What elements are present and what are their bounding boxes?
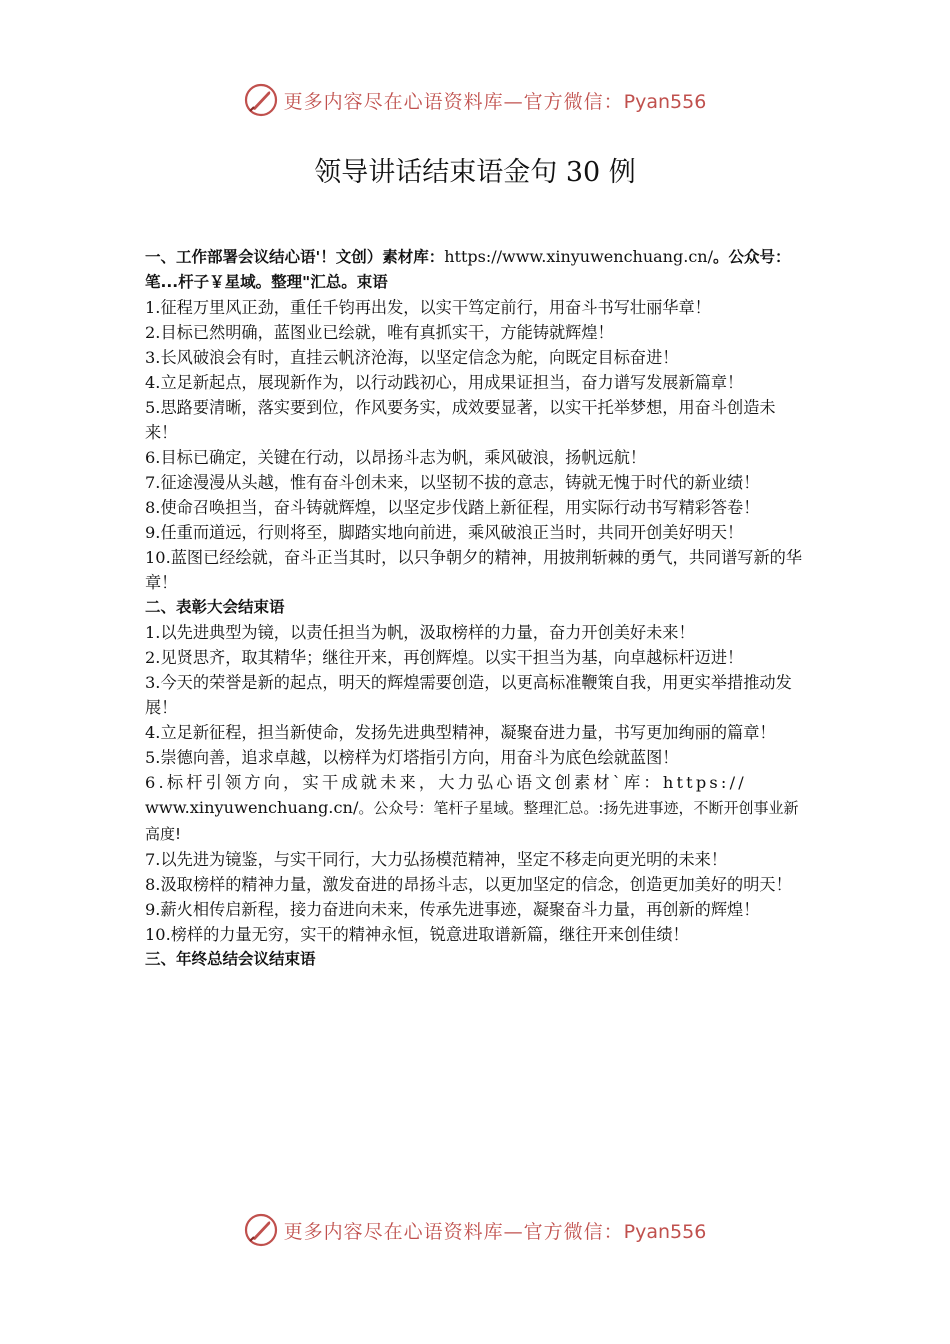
section-2-list-b [145, 847, 807, 947]
section-2-list-a [145, 620, 807, 770]
section-2-item-6-url: www.xinyuwenchuang.cn/ [145, 798, 359, 817]
list-item: 3.长风破浪会有时，直挂云帆济沧海，以坚定信念为舵，向既定目标奋进！ [145, 348, 679, 367]
list-item: 4.立足新起点，展现新作为，以行动践初心，用成果证担当，奋力谱写发展新篇章！ [145, 373, 744, 392]
quill-pen-logo-icon [244, 83, 278, 117]
banner-text: 更多内容尽在心语资料库—官方微信：Pyan556 [283, 90, 707, 113]
page-title: 领导讲话结束语金句 30 例 [314, 157, 636, 188]
list-item: 3.今天的荣誉是新的起点，明天的辉煌需要创造，以更高标准鞭策自我，用更实举措推动发展！ [145, 673, 792, 717]
document-body [145, 244, 807, 972]
section-2-heading: 二、表彰大会结束语 [145, 598, 285, 616]
section-1-list [145, 295, 807, 595]
banner-text: 更多内容尽在心语资料库—官方微信：Pyan556 [283, 1220, 707, 1243]
banner-handle: Pyan556 [623, 90, 707, 113]
quill-pen-logo-icon [244, 1213, 278, 1247]
list-item: 4.立足新征程，担当新使命，发扬先进典型精神，凝聚奋进力量，书写更加绚丽的篇章！ [145, 723, 776, 742]
list-item: 2.见贤思齐，取其精华；继往开来，再创辉煌。以实干担当为基，向卓越标杆迈进！ [145, 648, 744, 667]
footer-banner [0, 1210, 950, 1250]
list-item: 5.思路要清晰，落实要到位，作风要务实，成效要显著，以实干托举梦想，用奋斗创造未来！ [145, 398, 776, 442]
list-item: 6.目标已确定，关键在行动，以昂扬斗志为帆，乘风破浪，扬帆远航！ [145, 448, 647, 467]
header-banner [0, 80, 950, 120]
list-item: 10.榜样的力量无穷，实干的精神永恒，锐意进取谱新篇，继往开来创佳绩！ [145, 925, 689, 944]
list-item: 8.使命召唤担当，奋斗铸就辉煌，以坚定步伐踏上新征程，用实际行动书写精彩答卷！ [145, 498, 760, 517]
list-item: 1.以先进典型为镜，以责任担当为帆，汲取榜样的力量，奋力开创美好未来！ [145, 623, 695, 642]
list-item: 10.蓝图已经绘就，奋斗正当其时，以只争朝夕的精神，用披荆斩棘的勇气，共同谱写新的华章！ [145, 548, 803, 592]
list-item: 5.崇德向善，追求卓越，以榜样为灯塔指引方向，用奋斗为底色绘就蓝图！ [145, 748, 679, 767]
section-1-heading: 一、工作部署会议结心语'！文创）素材库：https://www.xinyuwenchuang.cn/。公众号：笔...杆子￥星域。整理"汇总。束语 [145, 247, 791, 291]
section-2-item-6: 6.标杆引领方向，实干成就未来，大力弘心语文创素材`库：https:// www.xinyuwenchuang.cn/。公众号：笔杆子星域。整理汇总。:扬先进事迹，不断开创事业新高度! [145, 773, 799, 843]
banner-handle: Pyan556 [623, 1220, 707, 1243]
list-item: 9.薪火相传启新程，接力奋进向未来，传承先进事迹，凝聚奋斗力量，再创新的辉煌！ [145, 900, 760, 919]
section-1-url: https://www.xinyuwenchuang.cn/ [444, 247, 713, 266]
list-item: 7.征途漫漫从头越，惟有奋斗创未来，以坚韧不拔的意志，铸就无愧于时代的新业绩！ [145, 473, 760, 492]
list-item: 7.以先进为镜鉴，与实干同行，大力弘扬模范精神，坚定不移走向更光明的未来！ [145, 850, 728, 869]
list-item: 8.汲取榜样的精神力量，激发奋进的昂扬斗志，以更加坚定的信念，创造更加美好的明天！ [145, 875, 792, 894]
list-item: 2.目标已然明确，蓝图业已绘就，唯有真抓实干，方能铸就辉煌！ [145, 323, 614, 342]
list-item: 1.征程万里风正劲，重任千钧再出发，以实干笃定前行，用奋斗书写壮丽华章！ [145, 298, 711, 317]
list-item: 9.任重而道远，行则将至，脚踏实地向前进，乘风破浪正当时，共同开创美好明天！ [145, 523, 744, 542]
section-3-heading: 三、年终总结会议结束语 [145, 950, 316, 968]
